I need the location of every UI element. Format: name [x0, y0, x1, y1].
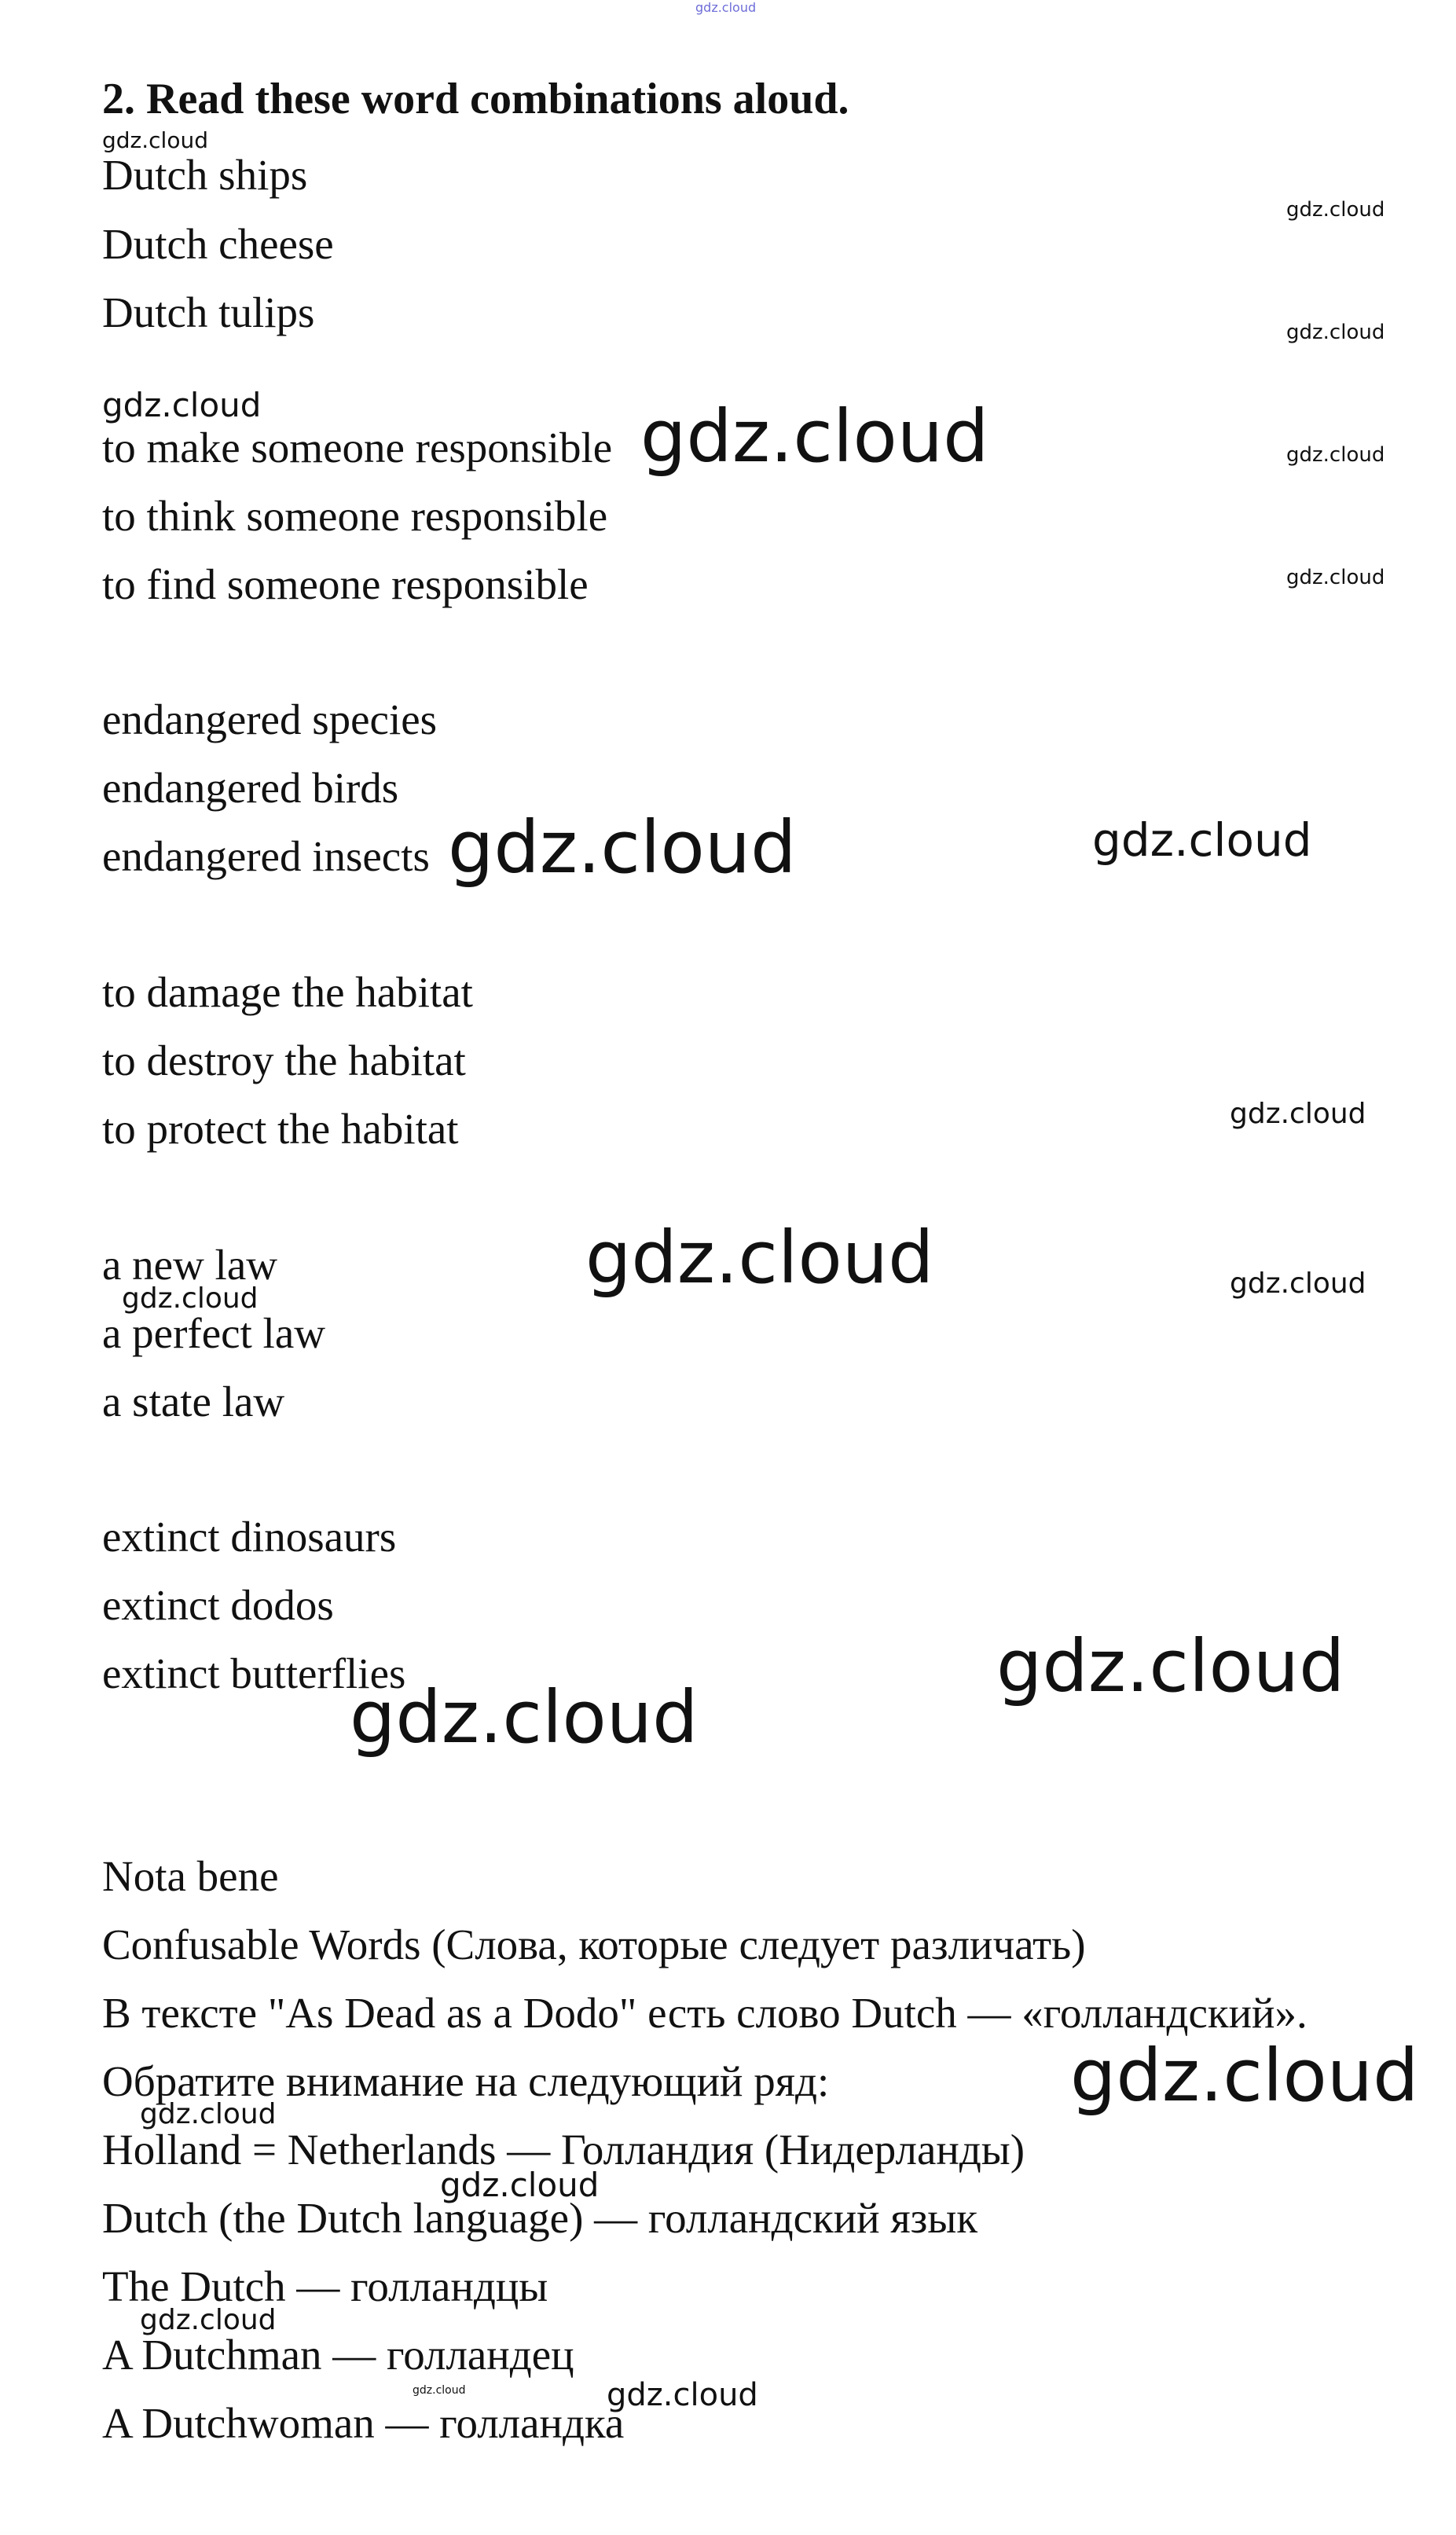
watermark: gdz.cloud — [1286, 566, 1385, 589]
watermark: gdz.cloud — [1286, 443, 1385, 467]
nota-bene-line: Holland = Netherlands — Голландия (Нидерланды) — [102, 2126, 1025, 2174]
watermark: gdz.cloud — [607, 2377, 758, 2413]
phrase-line: to think someone responsible — [102, 492, 608, 540]
nota-bene-line: A Dutchwoman — голландка — [102, 2399, 625, 2447]
watermark: gdz.cloud — [102, 386, 262, 424]
watermark: gdz.cloud — [1286, 198, 1385, 222]
watermark: gdz.cloud — [448, 805, 797, 890]
watermark: gdz.cloud — [350, 1675, 699, 1759]
watermark: gdz.cloud — [440, 2166, 600, 2204]
nota-bene-line: Dutch (the Dutch language) — голландский язык — [102, 2194, 978, 2242]
watermark: gdz.cloud — [1070, 2034, 1419, 2118]
phrase-line: a state law — [102, 1378, 285, 1425]
phrase-line: endangered species — [102, 695, 438, 743]
phrase-line: endangered birds — [102, 764, 399, 812]
nota-bene-line: Обратите внимание на следующий ряд: — [102, 2057, 830, 2105]
watermark: gdz.cloud — [1230, 1268, 1366, 1300]
phrase-line: Dutch tulips — [102, 288, 315, 336]
watermark: gdz.cloud — [585, 1216, 934, 1300]
nota-bene-line: В тексте "As Dead as a Dodo" есть слово Dutch — «голландский». — [102, 1989, 1307, 2037]
watermark: gdz.cloud — [695, 0, 757, 15]
phrase-line: extinct butterflies — [102, 1649, 406, 1697]
phrase-line: extinct dinosaurs — [102, 1513, 397, 1561]
watermark: gdz.cloud — [140, 2304, 277, 2336]
watermark: gdz.cloud — [1286, 321, 1385, 344]
phrase-line: to make someone responsible — [102, 424, 613, 471]
nota-bene-line: A Dutchman — голландец — [102, 2331, 574, 2379]
phrase-line: to destroy the habitat — [102, 1036, 466, 1084]
phrase-line: to damage the habitat — [102, 968, 473, 1016]
phrase-line: Dutch ships — [102, 151, 308, 199]
watermark: gdz.cloud — [102, 127, 208, 153]
phrase-line: Dutch cheese — [102, 220, 334, 268]
nota-bene-line: The Dutch — голландцы — [102, 2262, 548, 2310]
nota-bene-line: Confusable Words (Слова, которые следует различать) — [102, 1921, 1086, 1968]
watermark: gdz.cloud — [140, 2098, 277, 2130]
nota-bene-title: Nota bene — [102, 1852, 279, 1900]
watermark: gdz.cloud — [122, 1282, 259, 1315]
watermark: gdz.cloud — [1230, 1098, 1366, 1130]
watermark: gdz.cloud — [640, 394, 989, 479]
watermark: gdz.cloud — [996, 1624, 1345, 1708]
phrase-line: a new law — [102, 1241, 277, 1289]
watermark: gdz.cloud — [1092, 813, 1312, 867]
phrase-line: endangered insects — [102, 832, 430, 880]
exercise-heading: 2. Read these word combinations aloud. — [102, 75, 849, 123]
phrase-line: extinct dodos — [102, 1581, 334, 1629]
phrase-line: a perfect law — [102, 1309, 325, 1357]
watermark: gdz.cloud — [413, 2384, 466, 2397]
phrase-line: to protect the habitat — [102, 1105, 459, 1153]
phrase-line: to find someone responsible — [102, 560, 589, 608]
